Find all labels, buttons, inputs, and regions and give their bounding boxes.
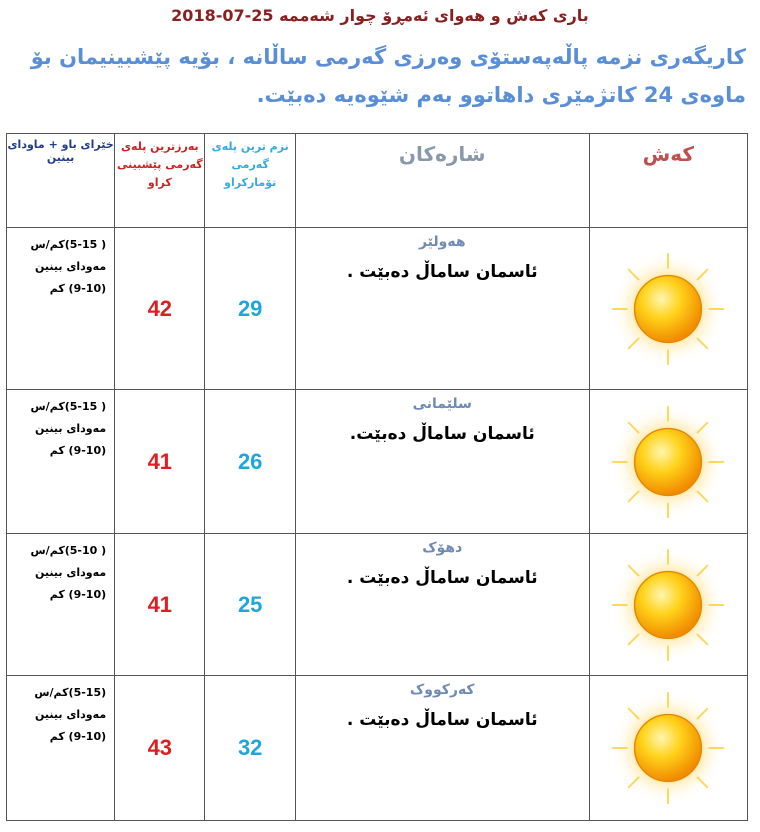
min-temp: 25	[205, 534, 295, 676]
page-title: باری کەش و هەوای ئەمڕۆ چوار شەممە 25-07-2018	[171, 6, 589, 25]
city-cell	[295, 390, 589, 534]
column-header-cities: شارەکان	[295, 134, 589, 228]
wind-speed: (5-15)کم/س	[34, 686, 107, 699]
sun-icon	[609, 689, 727, 807]
sun-icon	[609, 546, 727, 664]
table-row	[7, 676, 748, 821]
wind-visibility-cell	[7, 676, 115, 821]
min-temp: 29	[205, 228, 295, 390]
visibility-label: مەودای بینین	[34, 260, 107, 273]
visibility-label: مەودای بینین	[34, 422, 107, 435]
column-header-min-temp: نزم ترین پلەی گەرمی تۆمارکراو	[205, 134, 295, 228]
wind-speed: ( 5-15)کم/س	[30, 400, 107, 413]
table-row	[7, 534, 748, 676]
city-cell	[295, 676, 589, 821]
sky-description: ئاسمان ساماڵ دەبێت .	[346, 710, 538, 730]
condition-cell	[589, 534, 747, 676]
condition-cell	[589, 676, 747, 821]
city-name: دهۆک	[422, 540, 463, 556]
sky-description: ئاسمان ساماڵ دەبێت.	[349, 424, 535, 444]
sky-description: ئاسمان ساماڵ دەبێت .	[346, 262, 538, 282]
sun-icon	[609, 403, 727, 521]
visibility-value: (9-10) کم	[49, 588, 107, 601]
city-cell	[295, 534, 589, 676]
column-header-wind: خێرای باو + ماودای بینین	[7, 134, 115, 228]
visibility-label: مەودای بینین	[34, 566, 107, 579]
wind-visibility-cell	[7, 534, 115, 676]
max-temp: 41	[115, 534, 205, 676]
max-temp: 42	[115, 228, 205, 390]
city-cell	[295, 228, 589, 390]
condition-cell	[589, 228, 747, 390]
column-header-max-temp: بەرزترین پلەی گەرمی پێشبینی کراو	[115, 134, 205, 228]
visibility-label: مەودای بینین	[34, 708, 107, 721]
city-name: کەرکووک	[409, 682, 475, 698]
sky-description: ئاسمان ساماڵ دەبێت .	[346, 568, 538, 588]
sun-icon	[609, 250, 727, 368]
column-header-condition: کەش	[589, 134, 747, 228]
visibility-value: (9-10) کم	[49, 730, 107, 743]
min-temp: 32	[205, 676, 295, 821]
city-name: سلێمانی	[412, 396, 472, 412]
city-name: هەولێر	[418, 234, 466, 250]
forecast-intro: کاریگەری نزمە پاڵەپەستۆی وەرزی گەرمی ساڵانە ، بۆیە پێشبینیمان بۆ ماوەی 24 کاتژمێری داهاتوو بەم شێوەیە دەبێت.	[30, 45, 746, 107]
wind-visibility-cell	[7, 390, 115, 534]
table-row	[7, 390, 748, 534]
condition-cell	[589, 390, 747, 534]
min-temp: 26	[205, 390, 295, 534]
wind-speed: ( 5-15)کم/س	[30, 238, 107, 251]
wind-visibility-cell	[7, 228, 115, 390]
table-row	[7, 228, 748, 390]
table-header-row	[7, 134, 748, 228]
max-temp: 43	[115, 676, 205, 821]
wind-speed: ( 5-10)کم/س	[30, 544, 107, 557]
visibility-value: (9-10) کم	[49, 282, 107, 295]
weather-table	[6, 133, 748, 821]
max-temp: 41	[115, 390, 205, 534]
visibility-value: (9-10) کم	[49, 444, 107, 457]
